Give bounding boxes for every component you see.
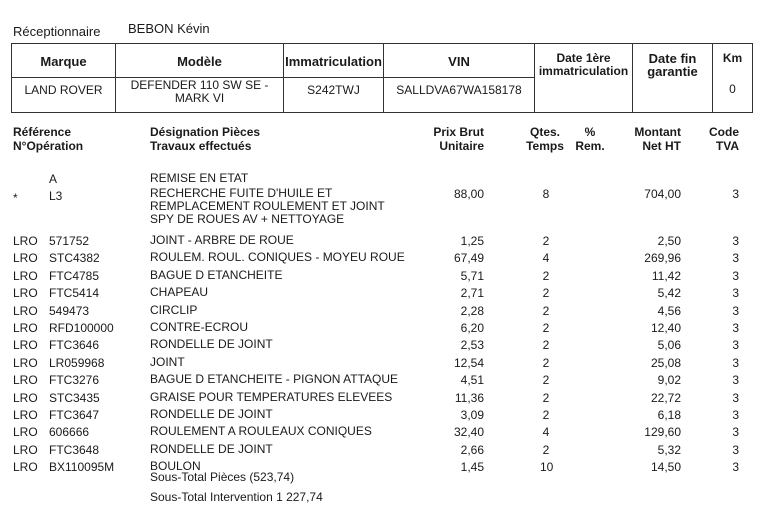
immatriculation-value: S242TWJ <box>284 78 384 113</box>
line-quantity: 10 <box>540 460 554 475</box>
invoice-line <box>0 304 767 321</box>
line-type: LRO <box>13 390 38 405</box>
line-designation <box>150 321 248 334</box>
line-type: LRO <box>13 321 38 335</box>
vehicle-header-row <box>12 44 753 78</box>
line-unit-price: 67,49 <box>453 251 484 266</box>
line-designation-text: CONTRE-ECROU <box>150 320 248 334</box>
invoice-line <box>0 187 767 230</box>
line-amount: 11,42 <box>651 268 681 283</box>
line-unit-price: 5,71 <box>460 268 484 283</box>
line-designation <box>150 338 273 351</box>
line-amount: 9,02 <box>657 373 681 388</box>
line-amount: 25,08 <box>650 355 681 370</box>
line-quantity: 2 <box>542 286 550 301</box>
line-designation <box>150 373 398 386</box>
line-type: * <box>13 191 18 205</box>
line-reference: 606666 <box>49 425 90 440</box>
line-designation-text: CIRCLIP <box>150 302 198 317</box>
line-amount: 6,18 <box>657 408 681 422</box>
line-unit-price: 32,40 <box>453 425 484 440</box>
col-header-remise: % Rem. <box>575 125 605 153</box>
line-quantity: 2 <box>542 303 550 318</box>
line-type: LRO <box>13 268 38 283</box>
line-type: LRO <box>13 338 38 353</box>
line-vat-code: 3 <box>732 408 739 422</box>
line-unit-price: 1,25 <box>460 234 484 248</box>
km-header: Km 0 <box>713 44 753 113</box>
line-designation-text: REMISE EN ETAT <box>150 171 249 185</box>
line-designation <box>150 425 372 438</box>
line-vat-code: 3 <box>732 286 739 301</box>
line-amount: 4,56 <box>657 303 681 318</box>
line-type: LRO <box>13 286 38 301</box>
vin-header: VIN <box>384 44 535 78</box>
line-amount: 12,40 <box>650 321 681 335</box>
date-fin-value <box>633 78 712 86</box>
line-type: LRO <box>13 251 38 266</box>
line-unit-price: 11,36 <box>454 390 484 405</box>
invoice-line <box>0 391 767 408</box>
line-designation <box>150 356 185 369</box>
line-amount: 129,60 <box>644 425 681 440</box>
line-unit-price: 4,51 <box>460 373 484 388</box>
line-vat-code: 3 <box>732 442 739 457</box>
line-reference: FTC3276 <box>49 373 100 388</box>
line-designation <box>150 304 197 317</box>
line-unit-price: 12,54 <box>453 355 484 370</box>
line-reference: 549473 <box>49 303 90 318</box>
line-reference: STC4382 <box>49 251 100 266</box>
line-designation-text: BAGUE D ETANCHEITE <box>150 267 283 282</box>
line-amount: 269,96 <box>644 251 681 266</box>
line-type: LRO <box>13 373 38 388</box>
line-amount: 5,32 <box>657 442 681 457</box>
line-vat-code: 3 <box>732 234 739 248</box>
line-designation-text: ROULEMENT A ROULEAUX CONIQUES <box>150 424 372 439</box>
line-quantity: 2 <box>542 268 550 283</box>
col-header-designation: Désignation Pièces Travaux effectués <box>150 125 261 153</box>
invoice-line <box>0 234 767 251</box>
line-designation-text: RONDELLE DE JOINT <box>150 407 273 421</box>
line-type: LRO <box>13 408 38 422</box>
subtotal-intervention: Sous-Total Intervention 1 227,74 <box>150 490 323 504</box>
line-designation-text: RONDELLE DE JOINT <box>150 441 273 456</box>
invoice-line <box>0 425 767 442</box>
line-reference: FTC3647 <box>49 408 100 422</box>
line-designation <box>150 187 385 226</box>
receptionnaire-name: BEBON Kévin <box>128 21 210 36</box>
line-reference: 571752 <box>49 234 90 248</box>
line-designation <box>150 408 273 421</box>
line-vat-code: 3 <box>732 390 739 405</box>
line-vat-code: 3 <box>732 303 739 318</box>
date-fin-header: Date fin garantie <box>633 44 713 113</box>
line-type: LRO <box>13 303 38 318</box>
line-designation <box>150 286 208 299</box>
line-type: LRO <box>13 355 38 370</box>
line-quantity: 8 <box>542 187 550 201</box>
line-designation-text: BOULON <box>150 459 201 474</box>
invoice-line <box>0 408 767 425</box>
invoice-line <box>0 338 767 355</box>
vin-value: SALLDVA67WA158178 <box>384 78 535 113</box>
line-vat-code: 3 <box>732 268 739 283</box>
invoice-line <box>0 460 767 477</box>
line-quantity: 2 <box>542 355 550 370</box>
line-type: LRO <box>13 460 38 475</box>
marque-header: Marque <box>12 44 116 78</box>
line-designation <box>150 443 273 456</box>
line-designation-text: JOINT <box>150 354 185 369</box>
col-header-prix: Prix Brut Unitaire <box>433 125 484 153</box>
line-unit-price: 2,28 <box>460 303 484 318</box>
km-value: 0 <box>729 82 736 96</box>
col-header-reference: Référence N°Opération <box>13 125 84 153</box>
line-designation-text: BAGUE D ETANCHEITE - PIGNON ATTAQUE <box>150 372 399 387</box>
line-amount: 2,50 <box>657 234 681 248</box>
invoice-line <box>0 373 767 390</box>
line-reference: FTC3648 <box>49 442 100 457</box>
line-reference: BX110095M <box>49 460 115 475</box>
col-header-montant: Montant Net HT <box>634 125 681 153</box>
line-type: LRO <box>13 425 38 440</box>
line-designation <box>150 391 392 404</box>
line-type: LRO <box>13 234 38 248</box>
line-type: LRO <box>13 442 38 457</box>
line-designation-text: ROULEM. ROUL. CONIQUES - MOYEU ROUE <box>150 250 405 265</box>
line-vat-code: 3 <box>732 460 739 475</box>
line-unit-price: 2,53 <box>460 338 484 353</box>
line-designation-text: REMPLACEMENT ROULEMENT ET JOINT <box>150 199 385 213</box>
line-unit-price: 88,00 <box>453 187 484 201</box>
line-reference: LR059968 <box>49 355 105 370</box>
line-designation-text: GRAISE POUR TEMPERATURES ELEVEES <box>150 389 393 404</box>
line-vat-code: 3 <box>732 338 739 353</box>
line-quantity: 2 <box>542 373 550 388</box>
col-header-qte: Qtes. Temps <box>526 125 564 153</box>
marque-value: LAND ROVER <box>12 78 116 113</box>
line-reference: L3 <box>49 189 63 203</box>
invoice-line <box>0 286 767 303</box>
col-header-tva: Code TVA <box>709 125 739 153</box>
line-designation-text: SPY DE ROUES AV + NETTOYAGE <box>150 212 345 226</box>
invoice-line <box>0 321 767 338</box>
line-quantity: 2 <box>542 442 550 457</box>
line-reference: FTC4785 <box>49 268 100 283</box>
line-amount: 704,00 <box>644 187 681 201</box>
immatriculation-header: Immatriculation <box>284 44 384 78</box>
line-unit-price: 1,45 <box>460 460 484 475</box>
line-amount: 22,72 <box>650 390 681 405</box>
receptionnaire-label: Réceptionnaire <box>13 24 101 39</box>
line-unit-price: 2,71 <box>460 286 484 301</box>
line-quantity: 4 <box>542 425 550 440</box>
line-quantity: 4 <box>542 251 550 266</box>
invoice-line <box>0 269 767 286</box>
line-vat-code: 3 <box>732 373 739 388</box>
line-amount: 5,42 <box>657 286 681 301</box>
modele-value: DEFENDER 110 SW SE - MARK VI <box>116 78 284 113</box>
line-reference: FTC3646 <box>49 338 100 353</box>
line-designation <box>150 269 282 282</box>
invoice-line <box>0 443 767 460</box>
line-designation <box>150 251 405 264</box>
line-unit-price: 3,09 <box>460 408 484 422</box>
line-designation <box>150 234 294 247</box>
invoice-line <box>0 251 767 268</box>
invoice-line <box>0 356 767 373</box>
vehicle-table <box>11 43 753 113</box>
line-vat-code: 3 <box>732 321 739 335</box>
line-quantity: 2 <box>542 390 550 405</box>
line-amount: 14,50 <box>650 460 681 475</box>
line-quantity: 2 <box>542 234 550 248</box>
line-vat-code: 3 <box>732 251 739 266</box>
line-unit-price: 6,20 <box>460 321 484 335</box>
line-vat-code: 3 <box>732 355 739 370</box>
line-unit-price: 2,66 <box>460 442 484 457</box>
date-immat-header: Date 1ère immatriculation <box>535 44 633 113</box>
line-vat-code: 3 <box>732 425 739 440</box>
line-quantity: 2 <box>542 408 550 422</box>
line-designation-text: RECHERCHE FUITE D'HUILE ET <box>150 186 333 200</box>
line-designation-text: RONDELLE DE JOINT <box>150 337 273 352</box>
line-amount: 5,06 <box>657 338 681 353</box>
line-reference: FTC5414 <box>49 286 100 301</box>
line-reference: STC3435 <box>49 390 100 405</box>
line-designation-text: JOINT - ARBRE DE ROUE <box>150 233 294 247</box>
line-designation-text: CHAPEAU <box>150 285 209 300</box>
line-reference: A <box>49 172 58 186</box>
line-quantity: 2 <box>542 321 550 335</box>
line-vat-code: 3 <box>732 187 739 201</box>
subtotal-pieces: Sous-Total Pièces (523,74) <box>150 470 295 484</box>
line-reference: RFD100000 <box>49 321 114 335</box>
modele-header: Modèle <box>116 44 284 78</box>
line-designation <box>150 172 248 185</box>
line-quantity: 2 <box>542 338 550 353</box>
